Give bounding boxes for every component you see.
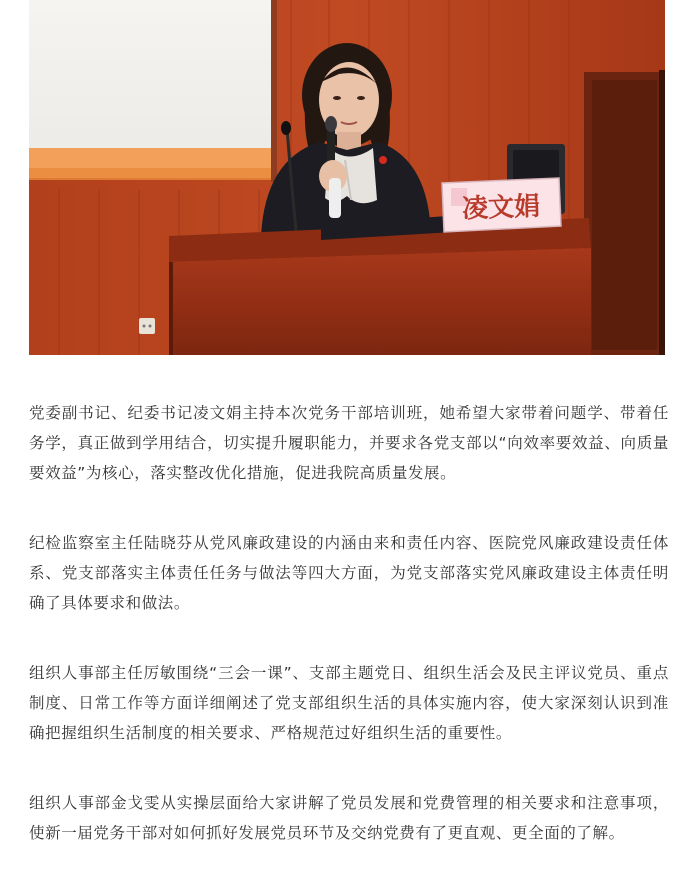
article-body	[29, 398, 669, 888]
article-paragraph: 组织人事部主任厉敏围绕“三会一课”、支部主题党日、组织生活会及民主评议党员、重点制度、日常工作等方面详细阐述了党支部组织生活的具体实施内容，使大家深刻认识到准确把握组织生活制度的相关要求、严格规范过好组织生活的重要性。	[29, 664, 669, 742]
nameplate	[442, 178, 561, 232]
event-photo	[29, 0, 665, 355]
article-paragraph: 党委副书记、纪委书记凌文娟主持本次党务干部培训班，她希望大家带着问题学、带着任务学，真正做到学用结合，切实提升履职能力，并要求各党支部以“向效率要效益、向质量要效益”为核心，落实整改优化措施，促进我院高质量发展。	[29, 404, 669, 482]
article-paragraph: 纪检监察室主任陆晓芬从党风廉政建设的内涵由来和责任内容、医院党风廉政建设责任体系、党支部落实主体责任任务与做法等四大方面，为党支部落实党风廉政建设主体责任明确了具体要求和做法。	[29, 534, 669, 612]
nameplate-text: 凌文娟	[461, 191, 541, 225]
speaker-at-podium-illustration	[29, 0, 665, 355]
article-paragraph: 组织人事部金戈雯从实操层面给大家讲解了党员发展和党费管理的相关要求和注意事项，使新一届党务干部对如何抓好发展党员环节及交纳党费有了更直观、更全面的了解。	[29, 794, 669, 842]
